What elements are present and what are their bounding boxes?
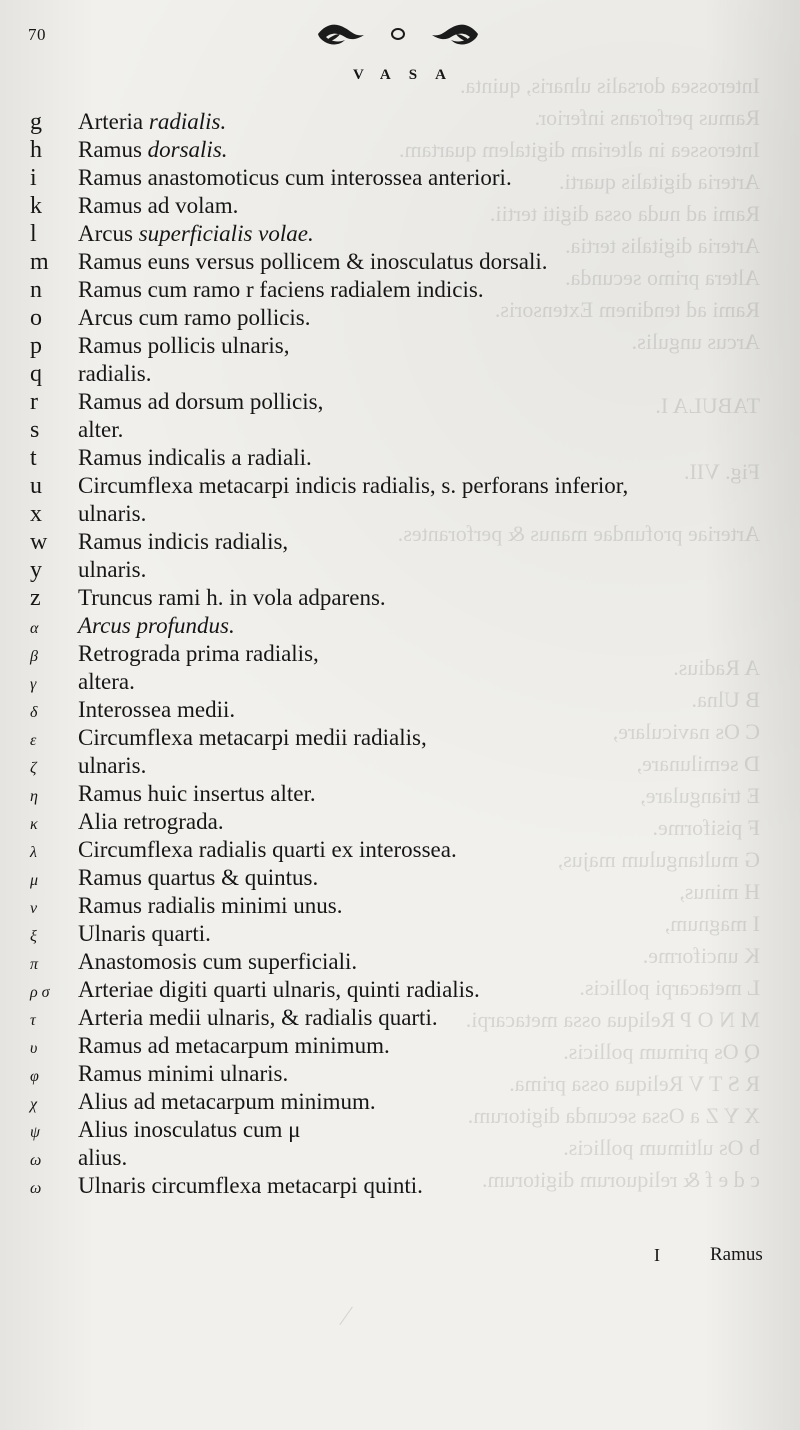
entry-text-main: Ramus radialis minimi unus. bbox=[78, 893, 343, 918]
entry-text bbox=[78, 108, 226, 136]
catchword-text: Ramus bbox=[710, 1244, 763, 1265]
entry-marker: ρ σ bbox=[30, 984, 50, 1001]
legend-entry bbox=[0, 724, 800, 752]
entry-text-main: Alius inosculatus cum μ bbox=[78, 1117, 301, 1142]
entry-text bbox=[78, 192, 238, 220]
entry-text-main: Truncus rami h. in vola adparens. bbox=[78, 585, 386, 610]
entry-marker: ξ bbox=[30, 928, 37, 945]
entry-text bbox=[78, 1004, 438, 1032]
entry-text-main: Arteriae digiti quarti ulnaris, quinti radialis. bbox=[78, 977, 480, 1002]
legend-entry bbox=[0, 472, 800, 500]
entry-text-main: alius. bbox=[78, 1145, 128, 1170]
legend-entry bbox=[0, 1144, 800, 1172]
entry-text bbox=[78, 416, 123, 444]
entry-marker: w bbox=[30, 529, 48, 555]
entry-text bbox=[78, 780, 316, 808]
entry-text-main: ulnaris. bbox=[78, 501, 147, 526]
entry-marker: κ bbox=[30, 816, 38, 833]
running-title: VASA bbox=[353, 67, 464, 83]
entry-text-main: Ramus ad dorsum pollicis, bbox=[78, 389, 324, 414]
entry-marker: φ bbox=[30, 1068, 39, 1085]
entry-marker: q bbox=[30, 361, 42, 387]
entry-text-main: Circumflexa metacarpi medii radialis, bbox=[78, 725, 427, 750]
entry-text bbox=[78, 976, 480, 1004]
entry-text bbox=[78, 164, 512, 192]
entry-text bbox=[78, 1172, 423, 1200]
entry-text-main: Arteria bbox=[78, 109, 144, 134]
entry-marker: l bbox=[30, 221, 37, 247]
entry-text-main: Arcus bbox=[78, 221, 133, 246]
entry-text bbox=[78, 332, 289, 360]
entry-text bbox=[78, 1060, 288, 1088]
printer-ornament bbox=[313, 20, 483, 48]
entry-marker: n bbox=[30, 277, 42, 303]
entry-marker: υ bbox=[30, 1040, 38, 1057]
entry-text bbox=[78, 360, 151, 388]
entry-text-main: Ramus huic insertus alter. bbox=[78, 781, 316, 806]
entry-text-main: Retrograda prima radialis, bbox=[78, 641, 319, 666]
legend-entry bbox=[0, 416, 800, 444]
legend-entry bbox=[0, 920, 800, 948]
entry-text-main: Arcus cum ramo pollicis. bbox=[78, 305, 311, 330]
entry-marker: i bbox=[30, 165, 37, 191]
entry-text bbox=[78, 1032, 390, 1060]
entry-text bbox=[78, 500, 146, 528]
entry-marker: ω bbox=[30, 1180, 42, 1197]
legend-entry bbox=[0, 1116, 800, 1144]
signature-mark: I bbox=[654, 1245, 660, 1265]
entry-text bbox=[78, 864, 318, 892]
entry-marker: p bbox=[30, 333, 42, 359]
entry-marker: λ bbox=[30, 844, 37, 861]
legend-entry bbox=[0, 976, 800, 1004]
entry-marker: t bbox=[30, 445, 37, 471]
legend-entry bbox=[0, 948, 800, 976]
legend-entry bbox=[0, 780, 800, 808]
entry-text-main: Ramus pollicis ulnaris, bbox=[78, 333, 290, 358]
legend-entry bbox=[0, 164, 800, 192]
page-number: 70 bbox=[28, 25, 46, 44]
entry-marker: ε bbox=[30, 732, 37, 749]
entry-text-main: Ramus ad metacarpum minimum. bbox=[78, 1033, 390, 1058]
entry-text bbox=[78, 1116, 301, 1144]
entry-text bbox=[78, 668, 135, 696]
entry-text bbox=[78, 1144, 127, 1172]
entry-marker: u bbox=[30, 473, 42, 499]
entry-text-main: Ramus minimi ulnaris. bbox=[78, 1061, 289, 1086]
entry-text bbox=[78, 556, 146, 584]
legend-entry bbox=[0, 276, 800, 304]
entry-text-main: Ramus bbox=[78, 137, 142, 162]
entry-text bbox=[78, 696, 235, 724]
legend-entry bbox=[0, 1172, 800, 1200]
entry-text bbox=[78, 136, 228, 164]
entry-marker: β bbox=[30, 648, 38, 665]
entry-text bbox=[78, 892, 343, 920]
entry-marker: ω bbox=[30, 1152, 42, 1169]
entry-text bbox=[78, 836, 457, 864]
entry-text bbox=[78, 752, 146, 780]
legend-entry bbox=[0, 864, 800, 892]
legend-entry bbox=[0, 556, 800, 584]
entry-text-italic: radialis. bbox=[143, 109, 227, 134]
entry-text-main: Ramus ad volam. bbox=[78, 193, 239, 218]
legend-entry bbox=[0, 1088, 800, 1116]
legend-entry bbox=[0, 612, 800, 640]
entry-marker: μ bbox=[30, 872, 39, 889]
entry-text-main: Ulnaris quarti. bbox=[78, 921, 211, 946]
entry-marker: k bbox=[30, 193, 42, 219]
legend-entry bbox=[0, 500, 800, 528]
entry-marker: s bbox=[30, 417, 40, 443]
legend-entry bbox=[0, 808, 800, 836]
entry-marker: r bbox=[30, 389, 38, 415]
entry-text bbox=[78, 388, 323, 416]
entry-marker: m bbox=[30, 249, 49, 275]
legend-entry bbox=[0, 444, 800, 472]
entry-text bbox=[78, 640, 319, 668]
legend-entry bbox=[0, 332, 800, 360]
entry-marker: ζ bbox=[30, 760, 37, 777]
entry-marker: x bbox=[30, 501, 42, 527]
entry-text-main: Ramus indicalis a radiali. bbox=[78, 445, 312, 470]
page-smudge bbox=[339, 1307, 367, 1336]
legend-entry bbox=[0, 192, 800, 220]
entry-text-italic: superficialis volae. bbox=[132, 221, 314, 246]
entry-text-main: Ramus euns versus pollicem & inosculatus dorsali. bbox=[78, 249, 548, 274]
entry-text-main: Alia retrograda. bbox=[78, 809, 224, 834]
entry-marker: h bbox=[30, 137, 42, 163]
entry-marker: ψ bbox=[30, 1124, 40, 1141]
legend-entry bbox=[0, 640, 800, 668]
entry-marker: α bbox=[30, 620, 39, 637]
entry-text bbox=[78, 920, 211, 948]
entry-text-main: ulnaris. bbox=[78, 557, 147, 582]
entry-marker: y bbox=[30, 557, 42, 583]
entry-text-main: altera. bbox=[78, 669, 135, 694]
entry-text bbox=[78, 612, 235, 640]
entry-text bbox=[78, 724, 427, 752]
entry-marker: δ bbox=[30, 704, 38, 721]
legend-entry bbox=[0, 668, 800, 696]
reverse-side-bleed-through: Interossea dorsalis ulnaris, quinta. Ramus perforans inferior. Interossea in alteriam digitalem quartam. Arteria digitalis quarti. Rami ad nuda ossa digiti tertii. Arteria digitalis tertia. Altera primo secunda. Rami ad tendinem Extensoris. Arcus ungulis. TABULA I. Fig. VII. Arteriae profundae manus & perforantes. A Radius. B Ulna. C Os naviculare, D semilunare, E triangulare, F pisiforme. G multangulum majus, H minus, I magnum, K unciforme. L metacarpi pollicis. M N O P Reliqua ossa metacarpi. Q Os primum pollicis. R S T V Reliqua ossa prima. X Y Z a Ossa secunda digitorum. b Os ultimum pollicis. c d e f & reliquorum digitorum. bbox=[397, 73, 760, 1192]
legend-entry bbox=[0, 752, 800, 780]
legend-entry bbox=[0, 220, 800, 248]
entry-text-main: Circumflexa metacarpi indicis radialis, s. perforans inferior, bbox=[78, 473, 629, 498]
entry-text-main: Ramus anastomoticus cum interossea anteriori. bbox=[78, 165, 512, 190]
entry-text bbox=[78, 444, 312, 472]
entry-text-main: Anastomosis cum superficiali. bbox=[78, 949, 358, 974]
entry-text bbox=[78, 248, 548, 276]
entry-text bbox=[78, 1088, 376, 1116]
entry-marker: τ bbox=[30, 1012, 36, 1029]
entry-text-main: Ulnaris circumflexa metacarpi quinti. bbox=[78, 1173, 423, 1198]
legend-entry bbox=[0, 1004, 800, 1032]
entry-text-main: radialis. bbox=[78, 361, 152, 386]
legend-entry bbox=[0, 136, 800, 164]
entry-text bbox=[78, 808, 224, 836]
entry-text bbox=[78, 276, 484, 304]
entry-text bbox=[78, 472, 628, 500]
legend-entry bbox=[0, 108, 800, 136]
entry-text bbox=[78, 948, 357, 976]
entry-text-main: Circumflexa radialis quarti ex interossea. bbox=[78, 837, 457, 862]
entry-text bbox=[78, 584, 386, 612]
entry-text-main: Ramus quartus & quintus. bbox=[78, 865, 319, 890]
entry-text-main: Alius ad metacarpum minimum. bbox=[78, 1089, 376, 1114]
entry-marker: o bbox=[30, 305, 42, 331]
entry-marker: ν bbox=[30, 900, 38, 917]
entry-text bbox=[78, 304, 311, 332]
entry-text-italic: Arcus profundus. bbox=[78, 613, 235, 638]
entry-marker: π bbox=[30, 956, 39, 973]
entry-marker: χ bbox=[30, 1096, 38, 1113]
entry-text bbox=[78, 528, 288, 556]
entry-text-main: alter. bbox=[78, 417, 124, 442]
legend-entry bbox=[0, 388, 800, 416]
legend-entry bbox=[0, 528, 800, 556]
entry-text bbox=[78, 220, 314, 248]
legend-entry bbox=[0, 1060, 800, 1088]
entry-text-main: Interossea medii. bbox=[78, 697, 236, 722]
entry-text-main: Ramus indicis radialis, bbox=[78, 529, 289, 554]
entry-text-main: Ramus cum ramo r faciens radialem indicis. bbox=[78, 277, 484, 302]
legend-entry bbox=[0, 1032, 800, 1060]
entry-marker: η bbox=[30, 788, 38, 805]
legend-entry bbox=[0, 304, 800, 332]
legend-entry bbox=[0, 836, 800, 864]
legend-entry bbox=[0, 248, 800, 276]
entry-text-main: Arteria medii ulnaris, & radialis quarti. bbox=[78, 1005, 438, 1030]
legend-entry bbox=[0, 584, 800, 612]
entry-marker: γ bbox=[30, 676, 37, 693]
legend-entry bbox=[0, 696, 800, 724]
entry-marker: z bbox=[30, 585, 41, 611]
legend-entry bbox=[0, 892, 800, 920]
legend-entry bbox=[0, 360, 800, 388]
page-header bbox=[0, 18, 800, 58]
entry-marker: g bbox=[30, 109, 42, 135]
entry-text-italic: dorsalis. bbox=[141, 137, 228, 162]
entry-text-main: ulnaris. bbox=[78, 753, 147, 778]
